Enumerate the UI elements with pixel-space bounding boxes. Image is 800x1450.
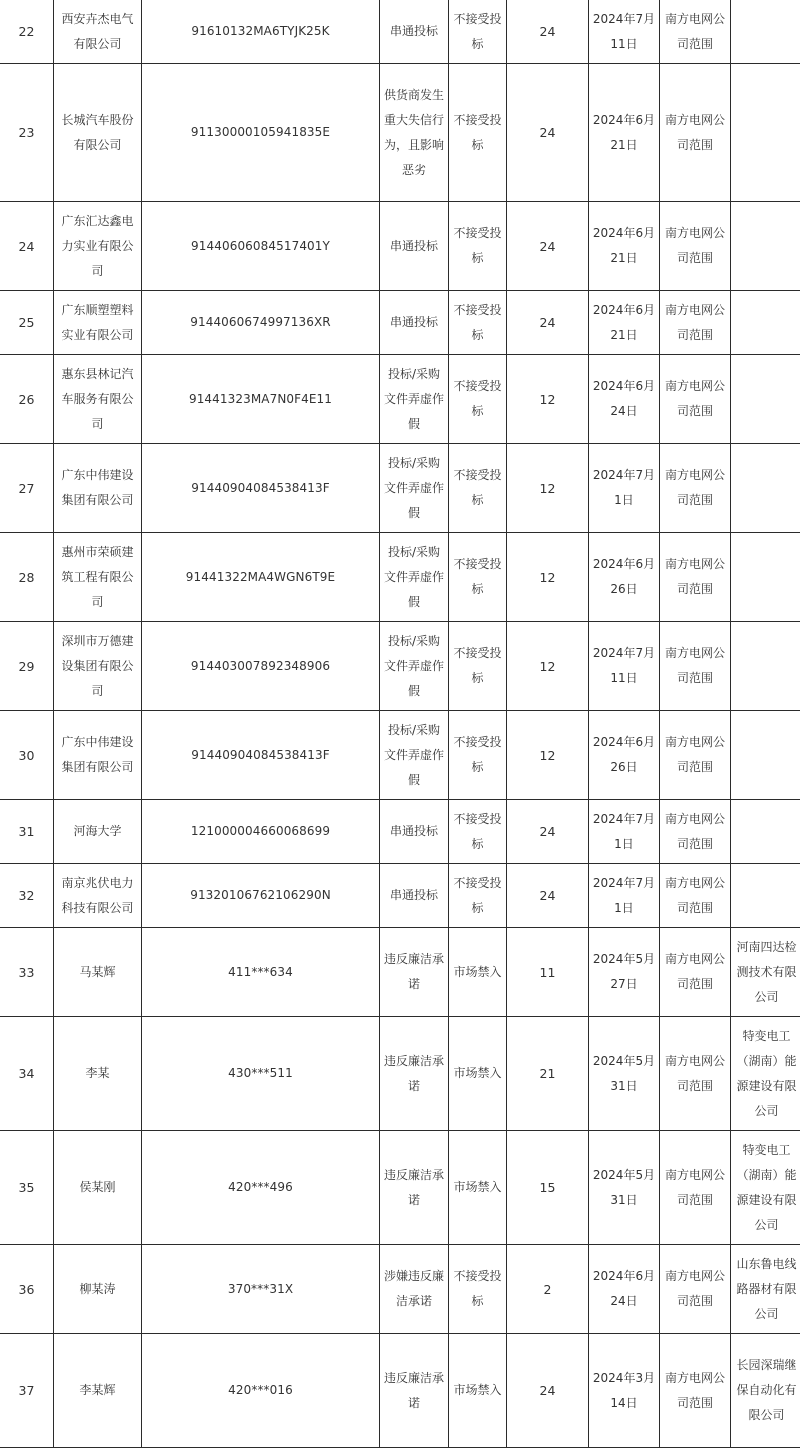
entity-name-cell: 河海大学 [54, 800, 142, 864]
entity-name-cell: 李某 [54, 1017, 142, 1131]
row-number-cell: 27 [0, 444, 54, 533]
violation-behavior-cell: 串通投标 [380, 0, 449, 64]
violation-behavior-cell: 投标/采购文件弄虚作假 [380, 711, 449, 800]
effective-date-cell: 2024年5月31日 [589, 1017, 660, 1131]
handling-measure-cell: 市场禁入 [449, 1131, 507, 1245]
penalty-months-cell: 12 [507, 355, 589, 444]
violation-behavior-cell: 串通投标 [380, 291, 449, 355]
table-row [0, 711, 800, 800]
row-number-cell: 26 [0, 355, 54, 444]
table-row [0, 533, 800, 622]
penalty-scope-cell: 南方电网公司范围 [660, 622, 731, 711]
violation-behavior-cell: 串通投标 [380, 864, 449, 928]
violation-behavior-cell: 违反廉洁承诺 [380, 1017, 449, 1131]
table-row [0, 1017, 800, 1131]
table-row [0, 64, 800, 202]
table-row [0, 1334, 800, 1448]
related-company-cell [731, 355, 800, 444]
entity-name-cell: 惠州市荣硕建筑工程有限公司 [54, 533, 142, 622]
row-number-cell: 30 [0, 711, 54, 800]
penalty-months-cell: 24 [507, 64, 589, 202]
entity-name-cell: 惠东县林记汽车服务有限公司 [54, 355, 142, 444]
penalty-scope-cell: 南方电网公司范围 [660, 864, 731, 928]
penalty-months-cell: 24 [507, 0, 589, 64]
related-company-cell: 河南四达检测技术有限公司 [731, 928, 800, 1017]
related-company-cell [731, 800, 800, 864]
penalty-months-cell: 21 [507, 1017, 589, 1131]
penalty-scope-cell: 南方电网公司范围 [660, 0, 731, 64]
related-company-cell [731, 64, 800, 202]
related-company-cell [731, 622, 800, 711]
effective-date-cell: 2024年5月27日 [589, 928, 660, 1017]
row-number-cell: 23 [0, 64, 54, 202]
effective-date-cell: 2024年6月21日 [589, 291, 660, 355]
handling-measure-cell: 不接受投标 [449, 444, 507, 533]
credit-code-cell: 91130000105941835E [142, 64, 380, 202]
related-company-cell: 长园深瑞继保自动化有限公司 [731, 1334, 800, 1448]
effective-date-cell: 2024年3月14日 [589, 1334, 660, 1448]
related-company-cell: 特变电工（湖南）能源建设有限公司 [731, 1131, 800, 1245]
row-number-cell: 28 [0, 533, 54, 622]
table-row [0, 1245, 800, 1334]
row-number-cell: 34 [0, 1017, 54, 1131]
handling-measure-cell: 不接受投标 [449, 355, 507, 444]
table-row [0, 0, 800, 64]
credit-code-cell: 420***016 [142, 1334, 380, 1448]
row-number-cell: 31 [0, 800, 54, 864]
handling-measure-cell: 市场禁入 [449, 1334, 507, 1448]
table-row [0, 622, 800, 711]
related-company-cell: 山东鲁电线路器材有限公司 [731, 1245, 800, 1334]
row-number-cell: 25 [0, 291, 54, 355]
handling-measure-cell: 市场禁入 [449, 1017, 507, 1131]
penalty-scope-cell: 南方电网公司范围 [660, 1245, 731, 1334]
penalty-scope-cell: 南方电网公司范围 [660, 533, 731, 622]
related-company-cell [731, 291, 800, 355]
table-row [0, 291, 800, 355]
credit-code-cell: 91440904084538413F [142, 711, 380, 800]
effective-date-cell: 2024年7月11日 [589, 0, 660, 64]
entity-name-cell: 李某辉 [54, 1334, 142, 1448]
related-company-cell [731, 711, 800, 800]
violation-behavior-cell: 违反廉洁承诺 [380, 1131, 449, 1245]
effective-date-cell: 2024年6月21日 [589, 64, 660, 202]
entity-name-cell: 长城汽车股份有限公司 [54, 64, 142, 202]
penalty-months-cell: 24 [507, 291, 589, 355]
table-row [0, 355, 800, 444]
row-number-cell: 37 [0, 1334, 54, 1448]
penalty-scope-cell: 南方电网公司范围 [660, 1017, 731, 1131]
violation-behavior-cell: 串通投标 [380, 800, 449, 864]
handling-measure-cell: 不接受投标 [449, 533, 507, 622]
table-row [0, 800, 800, 864]
effective-date-cell: 2024年6月26日 [589, 711, 660, 800]
penalty-scope-cell: 南方电网公司范围 [660, 64, 731, 202]
effective-date-cell: 2024年6月26日 [589, 533, 660, 622]
credit-code-cell: 91440606084517401Y [142, 202, 380, 291]
handling-measure-cell: 不接受投标 [449, 800, 507, 864]
penalty-scope-cell: 南方电网公司范围 [660, 928, 731, 1017]
related-company-cell [731, 864, 800, 928]
violation-behavior-cell: 违反廉洁承诺 [380, 928, 449, 1017]
effective-date-cell: 2024年7月1日 [589, 800, 660, 864]
related-company-cell: 特变电工（湖南）能源建设有限公司 [731, 1017, 800, 1131]
effective-date-cell: 2024年5月31日 [589, 1131, 660, 1245]
penalty-scope-cell: 南方电网公司范围 [660, 1131, 731, 1245]
credit-code-cell: 411***634 [142, 928, 380, 1017]
credit-code-cell: 430***511 [142, 1017, 380, 1131]
table-row [0, 864, 800, 928]
penalty-months-cell: 24 [507, 1334, 589, 1448]
effective-date-cell: 2024年7月1日 [589, 444, 660, 533]
entity-name-cell: 广东汇达鑫电力实业有限公司 [54, 202, 142, 291]
effective-date-cell: 2024年7月11日 [589, 622, 660, 711]
handling-measure-cell: 不接受投标 [449, 64, 507, 202]
penalty-months-cell: 12 [507, 711, 589, 800]
table-row [0, 202, 800, 291]
violation-behavior-cell: 投标/采购文件弄虚作假 [380, 622, 449, 711]
violation-behavior-cell: 投标/采购文件弄虚作假 [380, 355, 449, 444]
effective-date-cell: 2024年7月1日 [589, 864, 660, 928]
penalty-months-cell: 12 [507, 533, 589, 622]
table-row [0, 1131, 800, 1245]
penalty-scope-cell: 南方电网公司范围 [660, 202, 731, 291]
effective-date-cell: 2024年6月24日 [589, 1245, 660, 1334]
penalty-scope-cell: 南方电网公司范围 [660, 444, 731, 533]
credit-code-cell: 121000004660068699 [142, 800, 380, 864]
credit-code-cell: 91610132MA6TYJK25K [142, 0, 380, 64]
penalty-scope-cell: 南方电网公司范围 [660, 291, 731, 355]
handling-measure-cell: 市场禁入 [449, 928, 507, 1017]
penalty-months-cell: 2 [507, 1245, 589, 1334]
entity-name-cell: 深圳市万德建设集团有限公司 [54, 622, 142, 711]
handling-measure-cell: 不接受投标 [449, 622, 507, 711]
entity-name-cell: 广东中伟建设集团有限公司 [54, 711, 142, 800]
effective-date-cell: 2024年6月21日 [589, 202, 660, 291]
row-number-cell: 36 [0, 1245, 54, 1334]
table-row [0, 928, 800, 1017]
row-number-cell: 35 [0, 1131, 54, 1245]
penalty-scope-cell: 南方电网公司范围 [660, 711, 731, 800]
violation-behavior-cell: 供货商发生重大失信行为，且影响恶劣 [380, 64, 449, 202]
violation-behavior-cell: 投标/采购文件弄虚作假 [380, 533, 449, 622]
penalty-months-cell: 12 [507, 622, 589, 711]
violation-behavior-cell: 违反廉洁承诺 [380, 1334, 449, 1448]
row-number-cell: 33 [0, 928, 54, 1017]
credit-code-cell: 91441322MA4WGN6T9E [142, 533, 380, 622]
row-number-cell: 29 [0, 622, 54, 711]
penalty-months-cell: 15 [507, 1131, 589, 1245]
violation-behavior-cell: 涉嫌违反廉洁承诺 [380, 1245, 449, 1334]
violation-behavior-cell: 投标/采购文件弄虚作假 [380, 444, 449, 533]
credit-code-cell: 420***496 [142, 1131, 380, 1245]
handling-measure-cell: 不接受投标 [449, 202, 507, 291]
entity-name-cell: 侯某刚 [54, 1131, 142, 1245]
handling-measure-cell: 不接受投标 [449, 0, 507, 64]
penalty-months-cell: 11 [507, 928, 589, 1017]
penalty-months-cell: 24 [507, 864, 589, 928]
penalty-scope-cell: 南方电网公司范围 [660, 355, 731, 444]
handling-measure-cell: 不接受投标 [449, 1245, 507, 1334]
credit-code-cell: 91441323MA7N0F4E11 [142, 355, 380, 444]
related-company-cell [731, 202, 800, 291]
entity-name-cell: 广东顺塑塑料实业有限公司 [54, 291, 142, 355]
entity-name-cell: 西安卉杰电气有限公司 [54, 0, 142, 64]
handling-measure-cell: 不接受投标 [449, 711, 507, 800]
related-company-cell [731, 533, 800, 622]
penalty-months-cell: 12 [507, 444, 589, 533]
row-number-cell: 22 [0, 0, 54, 64]
entity-name-cell: 马某辉 [54, 928, 142, 1017]
penalty-months-cell: 24 [507, 202, 589, 291]
credit-code-cell: 9144060674997136XR [142, 291, 380, 355]
related-company-cell [731, 444, 800, 533]
row-number-cell: 24 [0, 202, 54, 291]
entity-name-cell: 广东中伟建设集团有限公司 [54, 444, 142, 533]
handling-measure-cell: 不接受投标 [449, 291, 507, 355]
related-company-cell [731, 0, 800, 64]
credit-code-cell: 91440904084538413F [142, 444, 380, 533]
penalty-scope-cell: 南方电网公司范围 [660, 800, 731, 864]
credit-code-cell: 91320106762106290N [142, 864, 380, 928]
penalty-scope-cell: 南方电网公司范围 [660, 1334, 731, 1448]
handling-measure-cell: 不接受投标 [449, 864, 507, 928]
credit-code-cell: 914403007892348906 [142, 622, 380, 711]
credit-code-cell: 370***31X [142, 1245, 380, 1334]
row-number-cell: 32 [0, 864, 54, 928]
entity-name-cell: 南京兆伏电力科技有限公司 [54, 864, 142, 928]
table-row [0, 444, 800, 533]
entity-name-cell: 柳某涛 [54, 1245, 142, 1334]
penalty-months-cell: 24 [507, 800, 589, 864]
effective-date-cell: 2024年6月24日 [589, 355, 660, 444]
violation-behavior-cell: 串通投标 [380, 202, 449, 291]
